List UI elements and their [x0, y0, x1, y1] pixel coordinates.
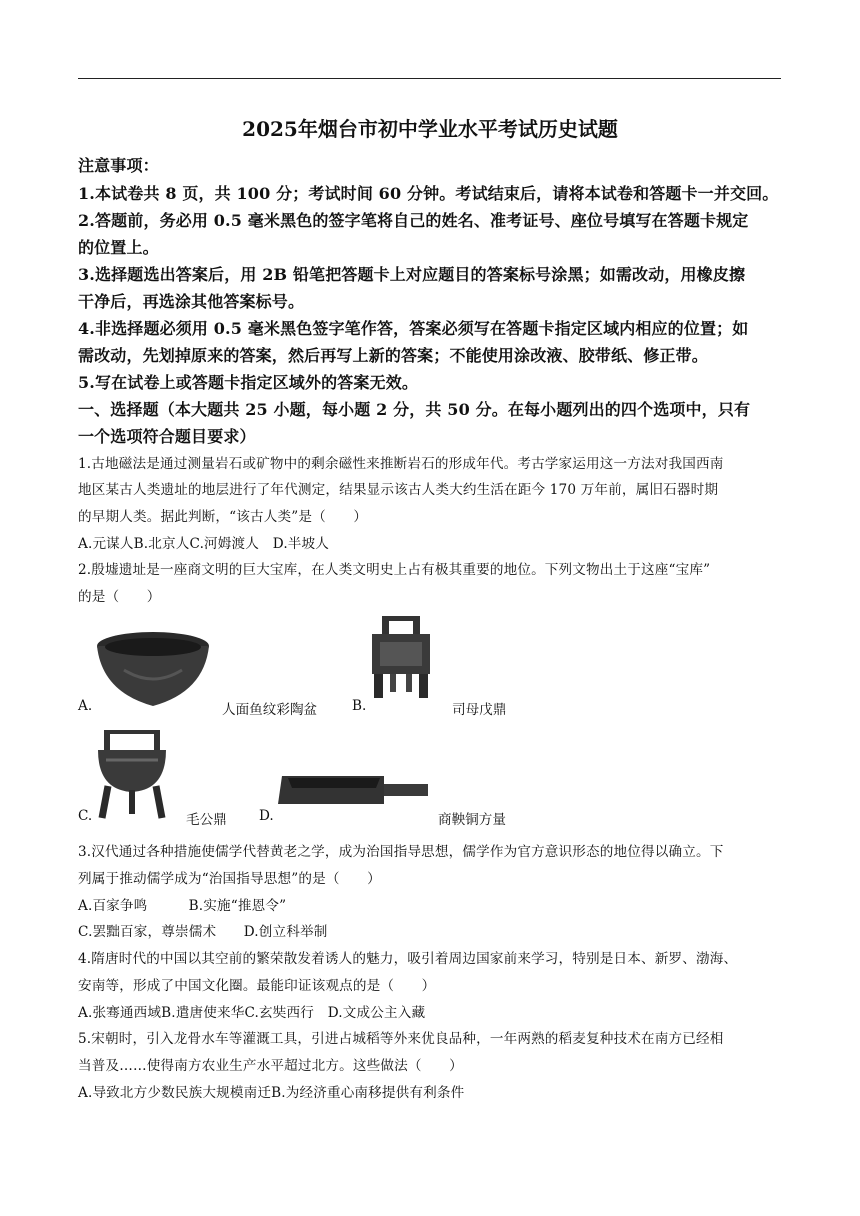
question-5-options: A.导致北方少数民族大规模南迁B.为经济重心南移提供有利条件 — [78, 1085, 465, 1101]
question-3-text: 3.汉代通过各种措施使儒学代替黄老之学，成为治国指导思想，儒学作为官方意识形态的地位得以确立。下 — [78, 844, 724, 860]
option-b-letter: B. — [352, 698, 367, 714]
option-b-caption: 司母戊鼎 — [452, 702, 507, 718]
question-3-options: A.百家争鸣 B.实施“推恩令” — [78, 898, 287, 914]
notice-line: 3.选择题选出答案后，用 2B 铅笔把答题卡上对应题目的答案标号涂黑；如需改动，用橡皮擦 — [78, 265, 746, 284]
question-3-text: 列属于推动儒学成为“治国指导思想”的是（ ） — [78, 871, 381, 887]
notice-line: 2.答题前，务必用 0.5 毫米黑色的签字笔将自己的姓名、准考证号、座位号填写在答题卡规定 — [78, 211, 749, 230]
notice-line: 需改动，先划掉原来的答案，然后再写上新的答案；不能使用涂改液、胶带纸、修正带。 — [78, 346, 708, 365]
painted-pottery-basin-icon — [94, 630, 212, 712]
option-c-letter: C. — [78, 808, 93, 824]
question-4-text: 安南等，形成了中国文化圈。最能印证该观点的是（ ） — [78, 978, 436, 994]
question-4-options: A.张骞通西域B.遣唐使来华C.玄奘西行 D.文成公主入藏 — [78, 1005, 426, 1021]
question-1-text: 的早期人类。据此判断，“该古人类”是（ ） — [78, 509, 368, 525]
round-bronze-ding-icon — [94, 728, 170, 820]
option-d-letter: D. — [259, 808, 274, 824]
notice-line: 5.写在试卷上或答题卡指定区域外的答案无效。 — [78, 373, 419, 392]
square-bronze-ding-icon — [368, 614, 434, 700]
question-3-options: C.罢黜百家，尊崇儒术 D.创立科举制 — [78, 924, 328, 940]
question-2-text: 的是（ ） — [78, 589, 161, 605]
option-a-caption: 人面鱼纹彩陶盆 — [222, 702, 318, 718]
header-rule — [78, 78, 781, 79]
question-1-text: 1.古地磁法是通过测量岩石或矿物中的剩余磁性来推断岩石的形成年代。考古学家运用这一方法对我国西南 — [78, 456, 724, 472]
notice-line: 干净后，再选涂其他答案标号。 — [78, 292, 305, 311]
question-2-text: 2.殷墟遗址是一座商文明的巨大宝库，在人类文明史上占有极其重要的地位。下列文物出土于这座“宝库” — [78, 562, 711, 578]
notice-heading: 注意事项： — [78, 156, 159, 175]
section-heading: 一、选择题（本大题共 25 小题，每小题 2 分，共 50 分。在每小题列出的四个选项中，只有 — [78, 400, 751, 419]
page-title: 2025年烟台市初中学业水平考试历史试题 — [242, 117, 618, 141]
section-heading: 一个选项符合题目要求） — [78, 427, 256, 446]
question-1-options: A.元谋人B.北京人C.河姆渡人 D.半坡人 — [78, 536, 330, 552]
option-a-letter: A. — [78, 698, 93, 714]
bronze-measure-icon — [276, 766, 432, 806]
question-4-text: 4.隋唐时代的中国以其空前的繁荣散发着诱人的魅力，吸引着周边国家前来学习，特别是日本、新罗、渤海、 — [78, 951, 738, 967]
option-d-caption: 商鞅铜方量 — [438, 812, 506, 828]
question-5-text: 当普及……使得南方农业生产水平超过北方。这些做法（ ） — [78, 1058, 463, 1074]
notice-line: 4.非选择题必须用 0.5 毫米黑色签字笔作答，答案必须写在答题卡指定区域内相应的位置；如 — [78, 319, 749, 338]
question-5-text: 5.宋朝时，引入龙骨水车等灌溉工具，引进占城稻等外来优良品种，一年两熟的稻麦复种技术在南方已经相 — [78, 1031, 724, 1047]
notice-line: 1.本试卷共 8 页，共 100 分；考试时间 60 分钟。考试结束后，请将本试卷和答题卡一并交回。 — [78, 184, 779, 203]
option-c-caption: 毛公鼎 — [186, 812, 227, 828]
question-1-text: 地区某古人类遗址的地层进行了年代测定，结果显示该古人类大约生活在距今 170 万年前，属旧石器时期 — [78, 482, 719, 498]
notice-line: 的位置上。 — [78, 238, 159, 257]
